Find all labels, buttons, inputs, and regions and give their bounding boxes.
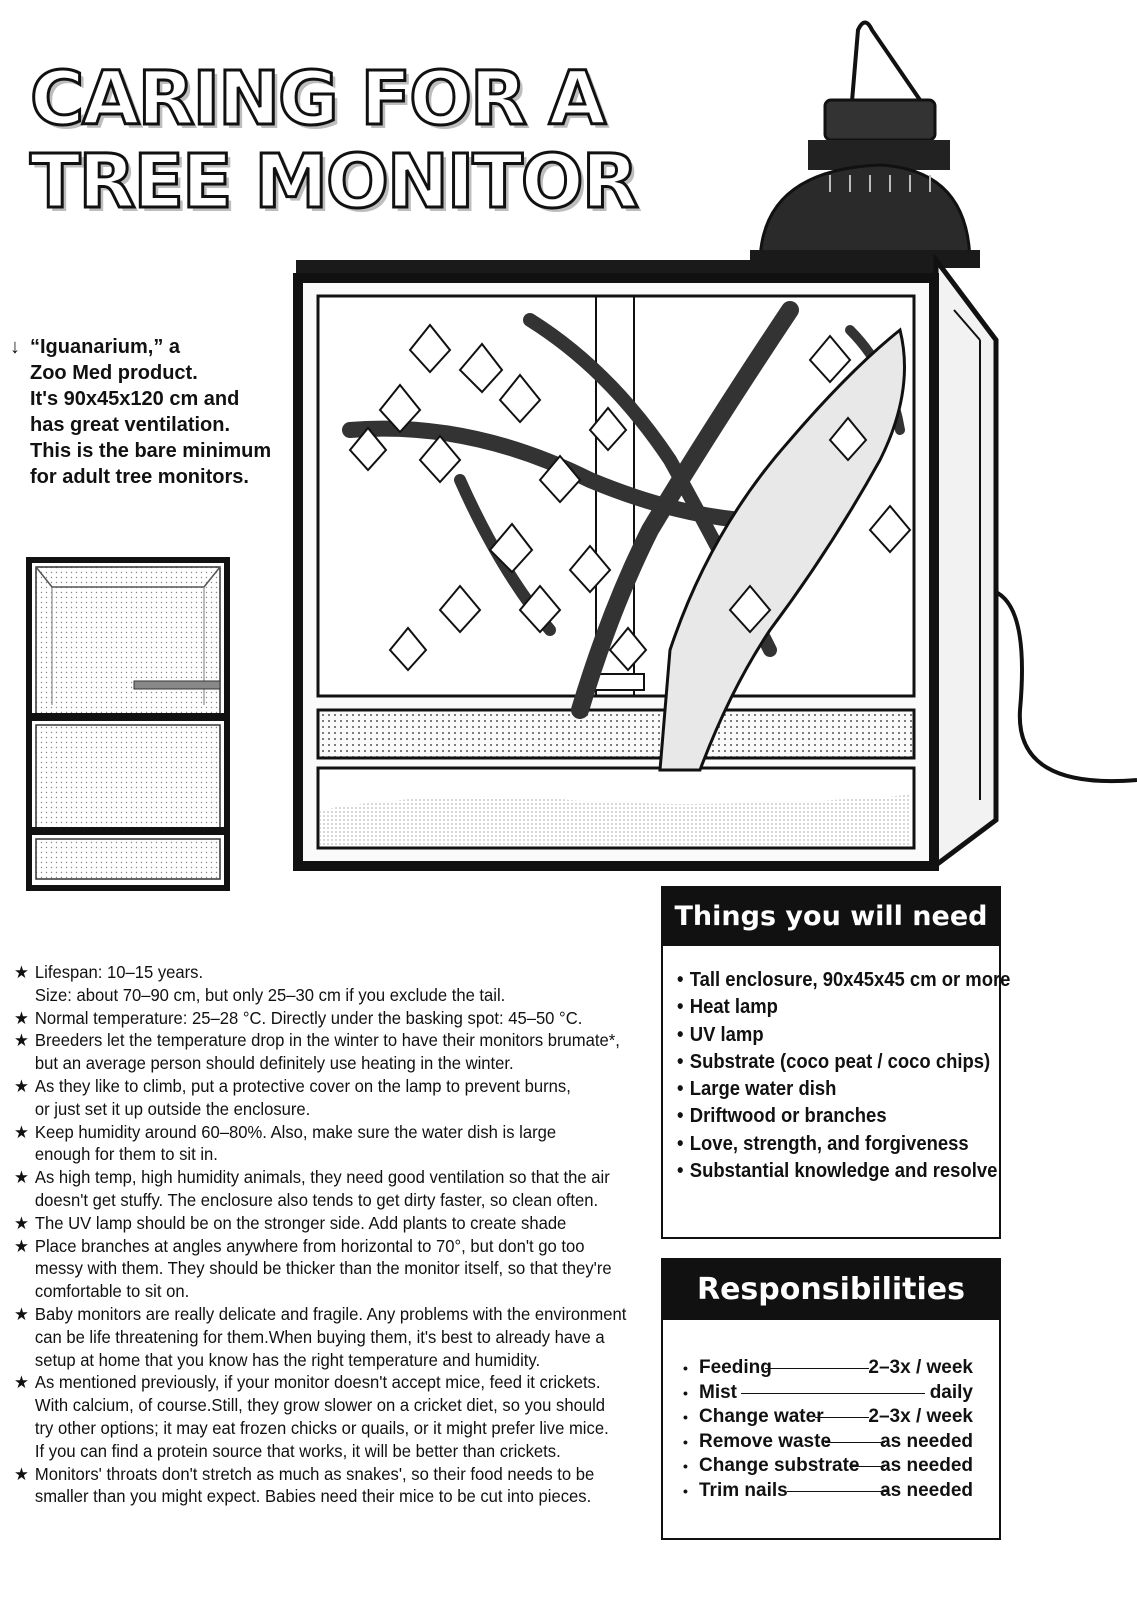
task-label: Feeding <box>699 1357 772 1378</box>
responsibilities-heading: Responsibilities <box>663 1260 999 1320</box>
things-needed-heading: Things you will need <box>663 888 999 946</box>
star-icon: ★ <box>14 1372 29 1393</box>
caption-line: This is the bare minimum <box>30 440 272 462</box>
things-needed-panel <box>661 886 1011 1239</box>
note-line: Breeders let the temperature drop in the winter to have their monitors brumate*, <box>34 1030 620 1051</box>
note-line: As high temp, high humidity animals, they need good ventilation so that the air <box>34 1167 610 1188</box>
leader-line <box>765 1368 869 1369</box>
table-row <box>683 1405 973 1430</box>
star-icon: ★ <box>14 1030 29 1051</box>
table-row <box>683 1454 973 1479</box>
leader-line <box>741 1393 925 1394</box>
note-line: Lifespan: 10–15 years. <box>34 962 204 982</box>
note-item <box>14 1121 622 1167</box>
note-line: Monitors' throats don't stretch as much as snakes', so their food needs to be <box>34 1463 595 1484</box>
note-line: As mentioned previously, if your monitor doesn't accept mice, feed it crickets. <box>34 1372 601 1393</box>
table-row <box>683 1381 973 1406</box>
note-item <box>14 1463 622 1509</box>
list-item: • Driftwood or branches <box>677 1102 967 1129</box>
task-label: Change water <box>699 1406 824 1427</box>
note-item <box>14 961 622 1007</box>
note-item <box>14 1212 622 1235</box>
list-item: • Substantial knowledge and resolve <box>677 1157 967 1184</box>
note-line: can be life threatening for them.When buying them, it's best to already have a <box>34 1326 605 1347</box>
bullet-icon: • <box>683 1360 688 1376</box>
care-notes <box>14 961 654 1508</box>
caption-line: for adult tree monitors. <box>30 466 249 488</box>
note-item <box>14 1235 622 1303</box>
caption-line: Zoo Med product. <box>30 362 198 384</box>
frequency-label: daily <box>929 1381 973 1403</box>
list-item: • Substrate (coco peat / coco chips) <box>677 1048 967 1075</box>
note-line: but an average person should definitely use heating in the winter. <box>34 1053 514 1074</box>
down-arrow-icon: ↓ <box>10 336 20 358</box>
note-line: Place branches at angles anywhere from horizontal to 70°, but don't go too <box>34 1235 585 1256</box>
list-item: • Heat lamp <box>677 993 967 1020</box>
task-label: Remove waste <box>699 1430 832 1452</box>
star-icon: ★ <box>14 1121 29 1142</box>
star-icon: ★ <box>14 1463 29 1484</box>
terrarium-with-heat-lamp-illustration <box>290 10 1137 880</box>
iguanarium-mesh-cage-illustration <box>24 555 232 893</box>
bullet-icon: • <box>683 1433 688 1450</box>
frequency-label: 2–3x / week <box>868 1406 973 1427</box>
leader-line <box>787 1491 887 1492</box>
note-line: messy with them. They should be thicker than the monitor itself, so that they're <box>34 1258 612 1279</box>
note-line: try other options; it may eat frozen chicks or quails, or it might prefer live mice. <box>34 1417 609 1438</box>
note-line: or just set it up outside the enclosure. <box>34 1098 311 1119</box>
frequency-label: as needed <box>880 1479 973 1501</box>
table-row <box>683 1479 973 1504</box>
lamp-cord <box>990 590 1137 781</box>
list-item: • Large water dish <box>677 1075 967 1102</box>
note-item <box>14 1075 622 1121</box>
note-item <box>14 1007 622 1030</box>
task-label: Mist <box>699 1381 737 1403</box>
list-item: • Love, strength, and forgiveness <box>677 1130 967 1157</box>
note-line: If you can find a protein source that works, it will be better than crickets. <box>34 1440 561 1461</box>
note-item <box>14 1303 627 1371</box>
bullet-icon: • <box>683 1384 688 1401</box>
frequency-label: 2–3x / week <box>868 1357 973 1378</box>
star-icon: ★ <box>14 1303 29 1324</box>
star-icon: ★ <box>14 1212 29 1233</box>
caption-line: has great ventilation. <box>30 414 231 436</box>
note-line: As they like to climb, put a protective cover on the lamp to prevent burns, <box>34 1075 571 1096</box>
table-row <box>683 1356 973 1381</box>
note-item <box>14 1029 622 1075</box>
note-line: doesn't get stuffy. The enclosure also tends to get dirty faster, so clean often. <box>34 1189 599 1210</box>
star-icon: ★ <box>14 1235 29 1256</box>
list-item: • UV lamp <box>677 1021 967 1048</box>
note-line: Keep humidity around 60–80%. Also, make sure the water dish is large <box>34 1121 557 1142</box>
note-line: enough for them to sit in. <box>34 1144 218 1165</box>
bullet-icon: • <box>683 1482 688 1499</box>
note-line: setup at home that you know has the right temperature and humidity. <box>34 1349 541 1370</box>
responsibilities-table <box>683 1356 973 1503</box>
caption-line: “Iguanarium,” a <box>30 336 181 358</box>
note-item <box>14 1371 622 1462</box>
leader-line <box>815 1417 869 1418</box>
star-icon: ★ <box>14 1007 29 1028</box>
page-title-line-1: CARING FOR A <box>30 56 604 142</box>
note-line: With calcium, of course.Still, they grow slower on a cricket diet, so you should <box>34 1395 606 1416</box>
frequency-label: as needed <box>880 1430 973 1452</box>
leader-line <box>825 1442 885 1443</box>
list-item: • Tall enclosure, 90x45x45 cm or more <box>677 966 967 993</box>
caption-line: It's 90x45x120 cm and <box>30 388 240 410</box>
bullet-icon: • <box>683 1409 688 1425</box>
frequency-label: as needed <box>880 1455 973 1476</box>
note-line: comfortable to sit on. <box>34 1281 190 1302</box>
page-title-line-2: TREE MONITOR <box>30 139 637 225</box>
note-line: The UV lamp should be on the stronger side. Add plants to create shade <box>34 1212 567 1233</box>
star-icon: ★ <box>14 962 29 982</box>
bullet-icon: • <box>683 1458 688 1474</box>
things-needed-list <box>663 946 1011 1184</box>
table-row <box>683 1430 973 1455</box>
heat-lamp-icon <box>750 100 980 268</box>
note-line: Size: about 70–90 cm, but only 25–30 cm if you exclude the tail. <box>34 984 506 1005</box>
task-label: Change substrate <box>699 1455 860 1476</box>
star-icon: ★ <box>14 1075 29 1096</box>
star-icon: ★ <box>14 1167 29 1188</box>
note-line: Normal temperature: 25–28 °C. Directly under the basking spot: 45–50 °C. <box>34 1007 583 1028</box>
note-line: smaller than you might expect. Babies need their mice to be cut into pieces. <box>34 1486 592 1507</box>
task-label: Trim nails <box>699 1479 788 1501</box>
note-item <box>14 1166 622 1212</box>
iguanarium-caption <box>10 334 285 490</box>
note-line: Baby monitors are really delicate and fragile. Any problems with the environment <box>34 1303 627 1324</box>
substrate <box>320 795 910 846</box>
